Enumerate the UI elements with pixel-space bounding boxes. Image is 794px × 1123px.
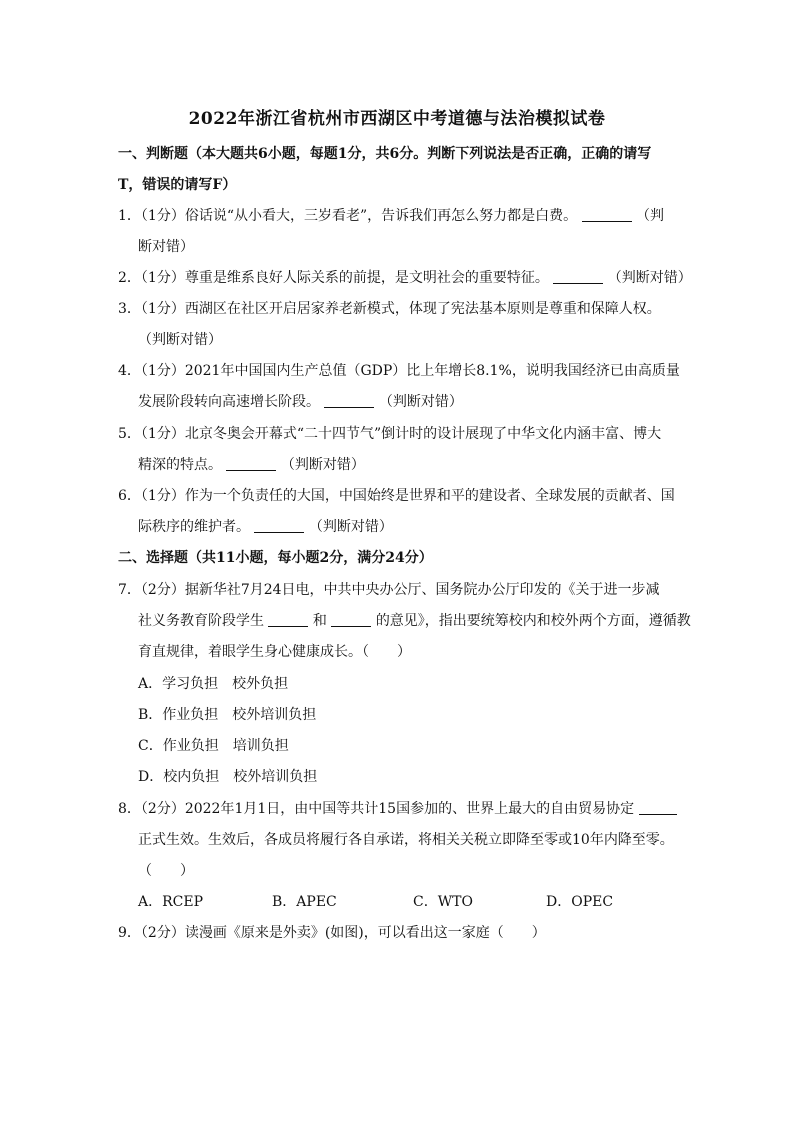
judge-label: （判断对错）: [607, 270, 692, 286]
answer-blank[interactable]: [324, 393, 374, 408]
question-1: [118, 206, 678, 226]
question-8: [118, 799, 678, 819]
question-1-text: 1．（1分）俗话说“从小看大，三岁看老”，告诉我们再怎么努力都是白费。: [118, 208, 578, 224]
judge-label: （判断对错）: [308, 519, 393, 535]
question-8-cont: （ ）: [138, 863, 194, 879]
question-6-cont: [138, 517, 698, 537]
judge-label: （判断对错）: [378, 394, 463, 410]
question-5: 5．（1分）北京冬奥会开幕式“二十四节气”倒计时的设计展现了中华文化内涵丰富、博大: [118, 426, 662, 442]
question-3-cont: [138, 330, 698, 350]
answer-blank[interactable]: [226, 456, 276, 471]
question-9: 9．（2分）读漫画《原来是外卖》(如图)，可以看出这一家庭（ ）: [118, 925, 546, 941]
judge-label: （判: [636, 208, 665, 224]
section1-heading: 一、判断题（本大题共6小题，每题1分，共6分。判断下列说法是否正确，正确的请写: [118, 146, 652, 162]
question-7-cont: 育直规律，着眼学生身心健康成长。（ ）: [138, 644, 411, 660]
section1-heading-cont: T，错误的请写F）: [118, 177, 237, 193]
question-2-text: 2．（1分）尊重是维系良好人际关系的前提，是文明社会的重要特征。: [118, 270, 549, 286]
question-7-text: 和: [312, 613, 327, 629]
question-8-text: 8．（2分）2022年1月1日，由中国等共计15国参加的、世界上最大的自由贸易协定: [118, 801, 635, 817]
question-8-cont: 正式生效。生效后，各成员将履行各自承诺，将相关关税立即降至零或10年内降至零。: [138, 832, 674, 848]
question-4: 4．（1分）2021年中国国内生产总值（GDP）比上年增长8.1%，说明我国经济已由高质量: [118, 363, 680, 379]
option-d[interactable]: D．OPEC: [546, 894, 614, 910]
question-5-text: 精深的特点。: [138, 457, 222, 473]
option-d[interactable]: D．校内负担 校外培训负担: [138, 769, 318, 785]
question-4-cont: [138, 392, 698, 412]
section2-heading: 二、选择题（共11小题，每小题2分，满分24分）: [118, 550, 433, 566]
option-a[interactable]: A．RCEP: [138, 894, 204, 910]
question-5-cont: [138, 455, 698, 475]
question-3: 3．（1分）西湖区在社区开启居家养老新模式，体现了宪法基本原则是尊重和保障人权。: [118, 301, 661, 317]
option-a[interactable]: A．学习负担 校外负担: [138, 676, 289, 692]
judge-label: （判断对错）: [138, 332, 222, 348]
question-7-cont: [138, 611, 698, 631]
option-c[interactable]: C．WTO: [413, 894, 473, 910]
answer-blank[interactable]: [268, 612, 308, 627]
page-title: 2022年浙江省杭州市西湖区中考道德与法治模拟试卷: [188, 109, 606, 129]
question-2: [118, 268, 692, 288]
question-7: 7．（2分）据新华社7月24日电，中共中央办公厅、国务院办公厅印发的《关于进一步减: [118, 582, 660, 598]
answer-blank[interactable]: [582, 207, 632, 222]
question-6: 6．（1分）作为一个负责任的大国，中国始终是世界和平的建设者、全球发展的贡献者、国: [118, 488, 675, 504]
judge-label: （判断对错）: [280, 457, 365, 473]
answer-blank[interactable]: [639, 800, 677, 815]
answer-blank[interactable]: [254, 518, 304, 533]
question-4-text: 发展阶段转向高速增长阶段。: [138, 394, 320, 410]
option-c[interactable]: C．作业负担 培训负担: [138, 738, 289, 754]
question-7-text: 的意见》，指出要统筹校内和校外两个方面，遵循教: [375, 613, 691, 629]
option-b[interactable]: B．APEC: [272, 894, 337, 910]
question-7-text: 社义务教育阶段学生: [138, 613, 264, 629]
option-b[interactable]: B．作业负担 校外培训负担: [138, 707, 317, 723]
question-1-cont: 断对错）: [138, 239, 194, 255]
answer-blank[interactable]: [553, 269, 603, 284]
answer-blank[interactable]: [331, 612, 371, 627]
question-6-text: 际秩序的维护者。: [138, 519, 250, 535]
